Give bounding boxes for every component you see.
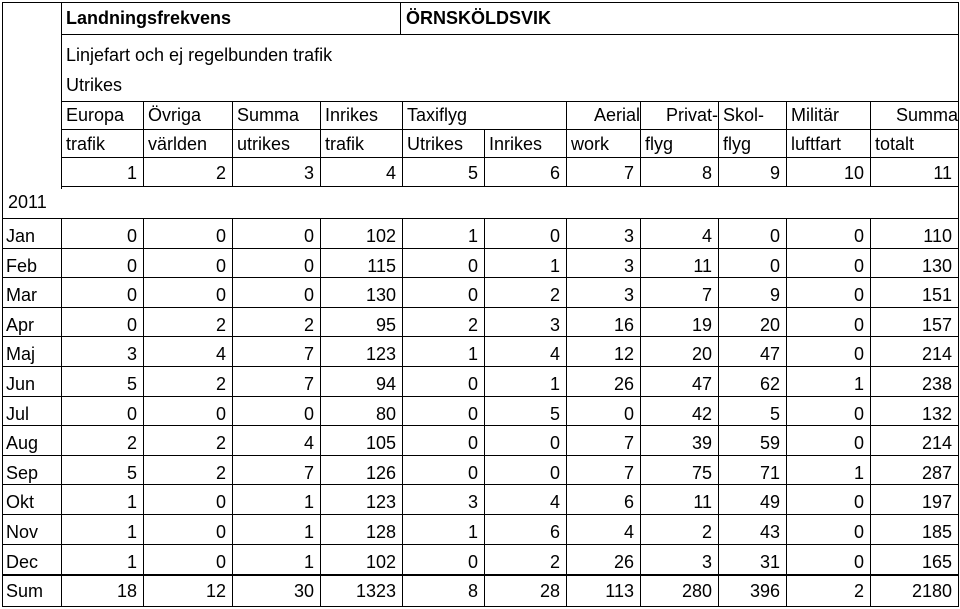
table-cell: 110: [923, 226, 952, 246]
table-title: Landningsfrekvens: [66, 8, 232, 28]
table-cell: 11: [693, 255, 712, 276]
header-cell: flyg: [645, 134, 674, 154]
grid-line-h: [2, 455, 958, 456]
table-cell: 2: [215, 433, 226, 454]
table-cell: 1: [303, 492, 314, 513]
table-cell: 0: [467, 255, 478, 276]
table-cell: 75: [691, 462, 712, 483]
table-cell: 31: [759, 551, 780, 572]
header-cell: totalt: [875, 134, 915, 154]
table-cell: 2: [215, 462, 226, 483]
table-cell: 1: [467, 522, 478, 542]
table-cell: 4: [215, 344, 226, 365]
header-cell: 9: [769, 163, 780, 183]
sum-cell: 2180: [911, 581, 952, 601]
row-month-label: Jan: [6, 226, 36, 246]
subtitle-international: Utrikes: [66, 75, 123, 95]
grid-line-h: [2, 248, 958, 249]
table-cell: 80: [375, 403, 396, 424]
table-cell: 102: [365, 551, 396, 572]
row-month-label: Dec: [6, 551, 39, 572]
grid-line-h: [61, 157, 958, 158]
table-cell: 1: [126, 522, 137, 542]
table-cell: 0: [467, 462, 478, 483]
table-cell: 185: [921, 522, 952, 542]
table-cell: 1: [467, 344, 478, 365]
table-cell: 130: [365, 285, 396, 306]
header-cell: luftfart: [791, 134, 842, 154]
table-cell: 123: [365, 492, 396, 513]
header-cell: 4: [385, 163, 396, 183]
header-cell: Inrikes: [489, 134, 543, 154]
subtitle-traffic-type: Linjefart och ej regelbunden trafik: [66, 45, 333, 65]
header-cell: 2: [215, 163, 226, 183]
table-cell: 0: [126, 255, 137, 276]
table-cell: 4: [549, 344, 560, 365]
table-cell: 3: [467, 492, 478, 513]
sum-cell: 18: [116, 581, 137, 601]
table-cell: 19: [691, 314, 712, 335]
row-month-label: Apr: [6, 314, 35, 335]
header-cell: Europa: [66, 105, 125, 125]
title-underline: [61, 34, 958, 35]
row-month-label: Sep: [6, 462, 39, 483]
grid-line-h: [61, 129, 958, 130]
table-cell: 0: [853, 522, 864, 542]
table-cell: 0: [303, 403, 314, 424]
table-cell: 11: [693, 492, 712, 513]
table-cell: 123: [365, 344, 396, 365]
grid-line-v: [400, 2, 401, 34]
table-cell: 43: [759, 522, 780, 542]
header-cell: 10: [843, 163, 864, 183]
table-cell: 1: [303, 551, 314, 572]
grid-line-h: [2, 544, 958, 545]
table-cell: 3: [623, 226, 634, 246]
table-cell: 197: [921, 492, 952, 513]
sum-cell: 8: [467, 581, 478, 601]
grid-line-v: [640, 101, 641, 187]
frame-top: [2, 2, 958, 3]
header-cell: Militär: [791, 105, 839, 125]
table-cell: 16: [613, 314, 634, 335]
table-cell: 3: [126, 344, 137, 365]
header-cell: Summa: [237, 105, 300, 125]
table-cell: 0: [126, 314, 137, 335]
table-cell: 0: [769, 226, 780, 246]
table-cell: 3: [623, 285, 634, 306]
sum-cell: 30: [293, 581, 314, 601]
header-cell: Utrikes: [407, 134, 464, 154]
table-cell: 1: [853, 374, 864, 394]
table-cell: 2: [701, 522, 712, 542]
grid-line-h: [2, 425, 958, 426]
sum-cell: 113: [605, 581, 634, 601]
table-cell: 2: [126, 433, 137, 454]
grid-line-h: [2, 484, 958, 485]
table-cell: 287: [921, 462, 952, 483]
header-cell: utrikes: [237, 134, 291, 154]
table-cell: 0: [126, 403, 137, 424]
table-cell: 0: [549, 462, 560, 483]
table-cell: 157: [921, 314, 952, 335]
grid-line-h: [2, 336, 958, 337]
table-cell: 12: [613, 344, 634, 365]
table-cell: 7: [623, 462, 634, 483]
table-cell: 0: [853, 551, 864, 572]
table-cell: 128: [365, 522, 396, 542]
table-cell: 7: [303, 344, 314, 365]
row-month-label: Okt: [6, 492, 35, 513]
table-cell: 20: [759, 314, 780, 335]
header-cell: Övriga: [148, 105, 202, 125]
row-month-label: Feb: [6, 255, 38, 276]
table-cell: 1: [853, 462, 864, 483]
table-cell: 0: [853, 314, 864, 335]
table-cell: 0: [303, 226, 314, 246]
header-cell: 11: [933, 163, 952, 183]
row-month-label: Jul: [6, 403, 30, 424]
table-cell: 5: [769, 403, 780, 424]
table-cell: 2: [549, 551, 560, 572]
table-cell: 115: [367, 255, 396, 276]
table-cell: 7: [623, 433, 634, 454]
header-cell: Privat-: [665, 105, 718, 125]
table-cell: 5: [549, 403, 560, 424]
header-cell: 6: [549, 163, 560, 183]
grid-line-h: [2, 514, 958, 515]
row-month-label: Mar: [6, 285, 37, 306]
place-name: ÖRNSKÖLDSVIK: [406, 8, 552, 28]
table-cell: 130: [921, 255, 952, 276]
header-cell: världen: [148, 134, 208, 154]
table-cell: 6: [623, 492, 634, 513]
header-cell: work: [571, 134, 610, 154]
grid-line-h: [2, 307, 958, 308]
header-cell: Skol-: [723, 105, 765, 125]
table-cell: 1: [303, 522, 314, 542]
sum-row-label: Sum: [6, 581, 44, 601]
table-cell: 0: [467, 551, 478, 572]
table-cell: 2: [215, 314, 226, 335]
header-cell: trafik: [325, 134, 365, 154]
table-cell: 102: [365, 226, 396, 246]
table-cell: 165: [921, 551, 952, 572]
table-cell: 0: [215, 285, 226, 306]
table-cell: 3: [623, 255, 634, 276]
sum-cell: 12: [205, 581, 226, 601]
grid-line-h: [2, 366, 958, 367]
header-cell: Aerial: [593, 105, 640, 125]
grid-line-v: [870, 101, 871, 187]
frame-left: [2, 2, 3, 607]
table-cell: 3: [701, 551, 712, 572]
table-cell: 1: [467, 226, 478, 246]
table-cell: 2: [303, 314, 314, 335]
table-cell: 1: [126, 492, 137, 513]
grid-line-h: [2, 396, 958, 397]
header-cell: 7: [623, 163, 634, 183]
table-cell: 0: [215, 551, 226, 572]
table-cell: 214: [921, 344, 952, 365]
header-cell: flyg: [723, 134, 752, 154]
table-cell: 0: [467, 433, 478, 454]
table-cell: 4: [623, 522, 634, 542]
sum-cell: 1323: [355, 581, 396, 601]
table-cell: 47: [691, 374, 712, 394]
table-cell: 0: [215, 255, 226, 276]
header-cell: Taxiflyg: [407, 105, 468, 125]
grid-line-v: [402, 101, 403, 187]
grid-line-v: [61, 101, 62, 187]
header-cell: 1: [126, 163, 137, 183]
year-label: 2011: [8, 192, 47, 212]
table-cell: 26: [613, 551, 634, 572]
table-cell: 0: [126, 285, 137, 306]
table-cell: 0: [853, 492, 864, 513]
table-cell: 1: [126, 551, 137, 572]
table-cell: 47: [759, 344, 780, 365]
table-cell: 0: [467, 403, 478, 424]
table-cell: 0: [853, 403, 864, 424]
table-cell: 42: [691, 403, 712, 424]
grid-line-v: [143, 101, 144, 187]
grid-line-h: [61, 101, 958, 102]
table-cell: 59: [759, 433, 780, 454]
grid-line-v: [718, 101, 719, 187]
table-cell: 71: [759, 462, 780, 483]
table-cell: 4: [701, 226, 712, 246]
table-cell: 26: [613, 374, 634, 394]
table-cell: 2: [549, 285, 560, 306]
table-cell: 0: [467, 374, 478, 394]
table-cell: 132: [921, 403, 952, 424]
grid-line-v: [958, 101, 959, 187]
table-cell: 7: [303, 374, 314, 394]
table-cell: 0: [853, 285, 864, 306]
header-cell: trafik: [66, 134, 106, 154]
table-cell: 0: [126, 226, 137, 246]
table-cell: 0: [769, 255, 780, 276]
table-cell: 49: [759, 492, 780, 513]
table-cell: 5: [126, 462, 137, 483]
table-cell: 0: [623, 403, 634, 424]
table-cell: 105: [365, 433, 396, 454]
sum-cell: 396: [749, 581, 780, 601]
table-cell: 0: [303, 255, 314, 276]
table-cell: 0: [215, 522, 226, 542]
table-cell: 0: [853, 433, 864, 454]
frame-bottom: [2, 606, 958, 607]
frame-right: [958, 2, 959, 607]
grid-line-v: [566, 101, 567, 187]
table-cell: 151: [921, 285, 952, 306]
table-cell: 0: [215, 492, 226, 513]
grid-line-v: [232, 101, 233, 187]
table-cell: 20: [691, 344, 712, 365]
table-cell: 4: [303, 433, 314, 454]
table-cell: 0: [215, 226, 226, 246]
table-cell: 126: [365, 462, 396, 483]
grid-line-h: [61, 186, 958, 187]
grid-line-v: [320, 101, 321, 187]
grid-line-h: [2, 277, 958, 278]
table-cell: 0: [853, 344, 864, 365]
table-cell: 9: [769, 285, 780, 306]
header-cell: 8: [701, 163, 712, 183]
table-cell: 0: [549, 226, 560, 246]
table-cell: 0: [853, 255, 864, 276]
sum-row-line: [2, 575, 958, 576]
header-cell: Inrikes: [325, 105, 379, 125]
table-cell: 0: [303, 285, 314, 306]
table-cell: 3: [549, 314, 560, 335]
grid-line-v: [484, 129, 485, 187]
table-cell: 0: [853, 226, 864, 246]
row-month-label: Nov: [6, 522, 39, 542]
header-cell: 3: [303, 163, 314, 183]
table-cell: 1: [549, 374, 560, 394]
table-cell: 7: [701, 285, 712, 306]
table-cell: 0: [549, 433, 560, 454]
table-cell: 5: [126, 374, 137, 394]
table-cell: 4: [549, 492, 560, 513]
row-month-label: Jun: [6, 374, 36, 394]
table-cell: 0: [467, 285, 478, 306]
sum-cell: 280: [681, 581, 712, 601]
header-cell: Summa: [895, 105, 958, 125]
grid-line-v: [786, 101, 787, 187]
row-month-label: Aug: [6, 433, 39, 454]
table-cell: 238: [921, 374, 952, 394]
table-cell: 95: [375, 314, 396, 335]
table-cell: 94: [375, 374, 396, 394]
table-cell: 214: [921, 433, 952, 454]
row-month-label: Maj: [6, 344, 36, 365]
header-cell: 5: [467, 163, 478, 183]
grid-line-h: [2, 218, 958, 219]
table-cell: 7: [303, 462, 314, 483]
table-cell: 39: [691, 433, 712, 454]
table-cell: 2: [467, 314, 478, 335]
table-cell: 62: [759, 374, 780, 394]
table-cell: 0: [215, 403, 226, 424]
table-cell: 6: [549, 522, 560, 542]
table-cell: 2: [215, 374, 226, 394]
table-cell: 1: [549, 255, 560, 276]
sum-cell: 2: [853, 581, 864, 601]
sum-cell: 28: [539, 581, 560, 601]
